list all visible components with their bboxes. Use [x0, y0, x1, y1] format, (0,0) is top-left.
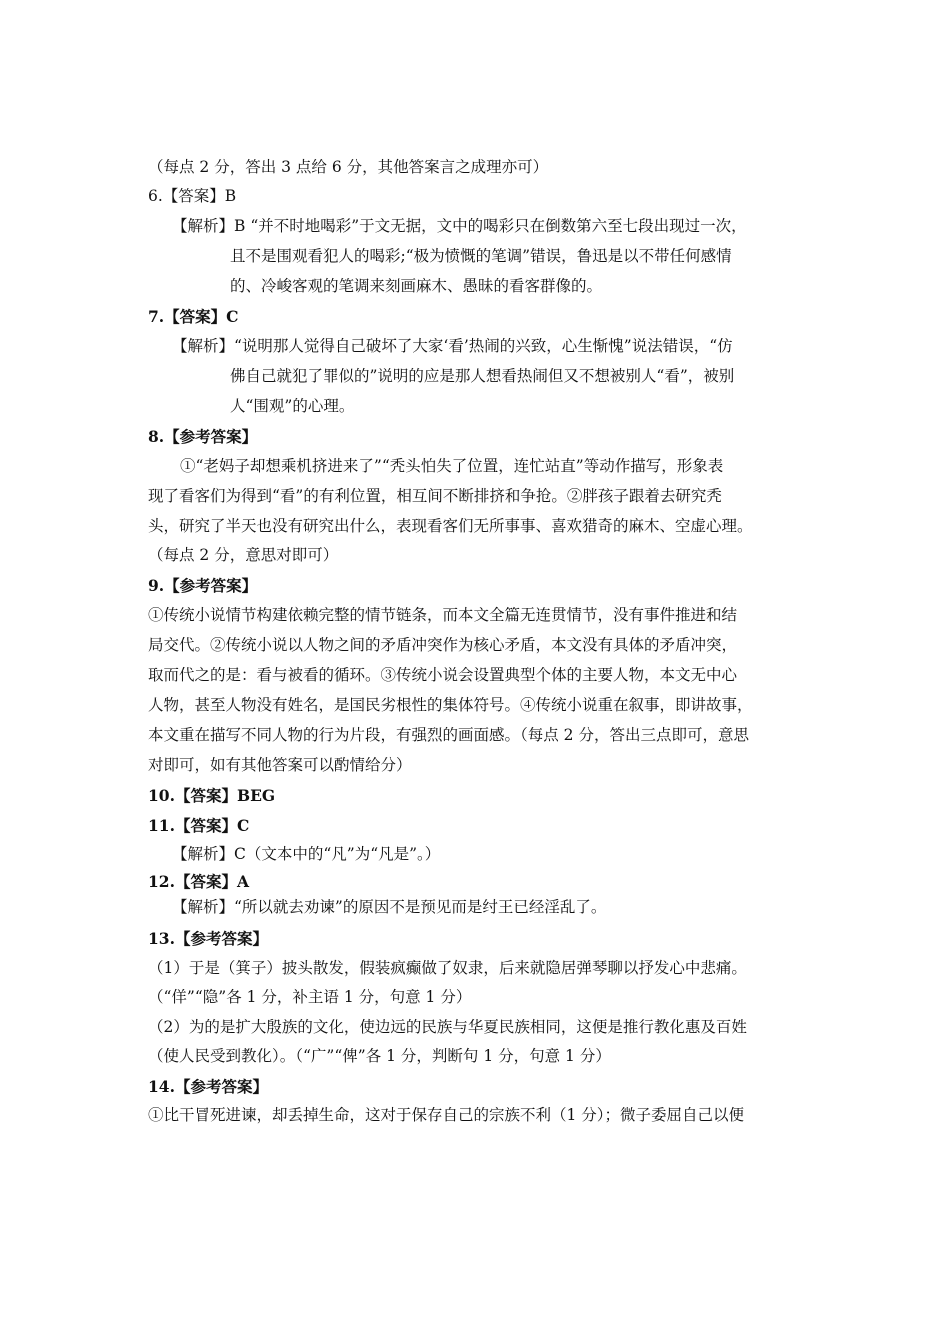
answer-13-heading: 13.【参考答案】 [148, 929, 268, 948]
answer-8-heading: 8.【参考答案】 [148, 427, 258, 446]
analysis-12-line-1: 【解析】“所以就去劝谏”的原因不是预见而是纣王已经淫乱了。 [172, 898, 607, 916]
answer-9-line-4: 人物，甚至人物没有姓名，是国民劣根性的集体符号。④传统小说重在叙事，即讲故事， [148, 696, 753, 714]
answer-14-line-1: ①比干冒死进谏，却丢掉生命，这对于保存自己的宗族不利（1 分）；微子委屈自己以便 [148, 1106, 745, 1124]
answer-9-line-6: 对即可，如有其他答案可以酌情给分） [148, 756, 412, 774]
answer-13-line-3: （2）为的是扩大殷族的文化，使边远的民族与华夏民族相同，这便是推行教化惠及百姓 [148, 1018, 747, 1036]
answer-9-line-5: 本文重在描写不同人物的行为片段，有强烈的画面感。（每点 2 分，答出三点即可，意思 [148, 726, 749, 744]
answer-11-heading: 11.【答案】C [148, 816, 250, 835]
analysis-6-line-3: 的、冷峻客观的笔调来刻画麻木、愚昧的看客群像的。 [230, 277, 603, 295]
answer-9-line-1: ①传统小说情节构建依赖完整的情节链条，而本文全篇无连贯情节，没有事件推进和结 [148, 606, 738, 624]
analysis-11-line-1: 【解析】C（文本中的“凡”为“凡是”。） [172, 845, 441, 863]
answer-9-line-3: 取而代之的是：看与被看的循环。③传统小说会设置典型个体的主要人物，本文无中心 [148, 666, 738, 684]
answer-8-line-1: ①“老妈子却想乘机挤进来了”“秃头怕失了位置，连忙站直”等动作描写，形象表 [180, 457, 724, 475]
analysis-6-line-1: 【解析】B “并不时地喝彩”于文无据，文中的喝彩只在倒数第六至七段出现过一次， [172, 217, 747, 235]
answer-13-line-4: （使人民受到教化）。（“广”“俾”各 1 分，判断句 1 分，句意 1 分） [148, 1047, 611, 1065]
answer-8-line-4: （每点 2 分，意思对即可） [148, 546, 339, 564]
answer-13-line-1: （1）于是（箕子）披头散发，假装疯癫做了奴隶，后来就隐居弹琴聊以抒发心中悲痛。 [148, 959, 747, 977]
answer-12-heading: 12.【答案】A [148, 872, 249, 891]
answer-8-line-3: 头，研究了半天也没有研究出什么，表现看客们无所事事、喜欢猎奇的麻木、空虚心理。 [148, 517, 753, 535]
answer-8-line-2: 现了看客们为得到“看”的有利位置，相互间不断排挤和争抢。②胖孩子跟着去研究秃 [148, 487, 722, 505]
analysis-6-line-2: 且不是围观看犯人的喝彩;“极为愤慨的笔调”错误，鲁迅是以不带任何感情 [230, 247, 732, 265]
answer-7-heading: 7.【答案】C [148, 307, 239, 326]
answer-10-heading: 10.【答案】BEG [148, 786, 276, 805]
analysis-7-line-2: 佛自己就犯了罪似的”说明的应是那人想看热闹但又不想被别人“看”，被别 [230, 367, 735, 385]
text-line-score-note: （每点 2 分，答出 3 点给 6 分，其他答案言之成理亦可） [148, 158, 549, 176]
answer-14-heading: 14.【参考答案】 [148, 1077, 268, 1096]
answer-9-heading: 9.【参考答案】 [148, 576, 258, 595]
answer-9-line-2: 局交代。②传统小说以人物之间的矛盾冲突作为核心矛盾，本文没有具体的矛盾冲突， [148, 636, 738, 654]
answer-13-line-2: （“佯”“隐”各 1 分，补主语 1 分，句意 1 分） [148, 988, 472, 1006]
analysis-7-line-3: 人“围观”的心理。 [230, 397, 355, 415]
answer-6-heading: 6.【答案】B [148, 187, 237, 205]
analysis-7-line-1: 【解析】“说明那人觉得自己破坏了大家‘看’热闹的兴致，心生惭愧”说法错误，“仿 [172, 337, 733, 355]
